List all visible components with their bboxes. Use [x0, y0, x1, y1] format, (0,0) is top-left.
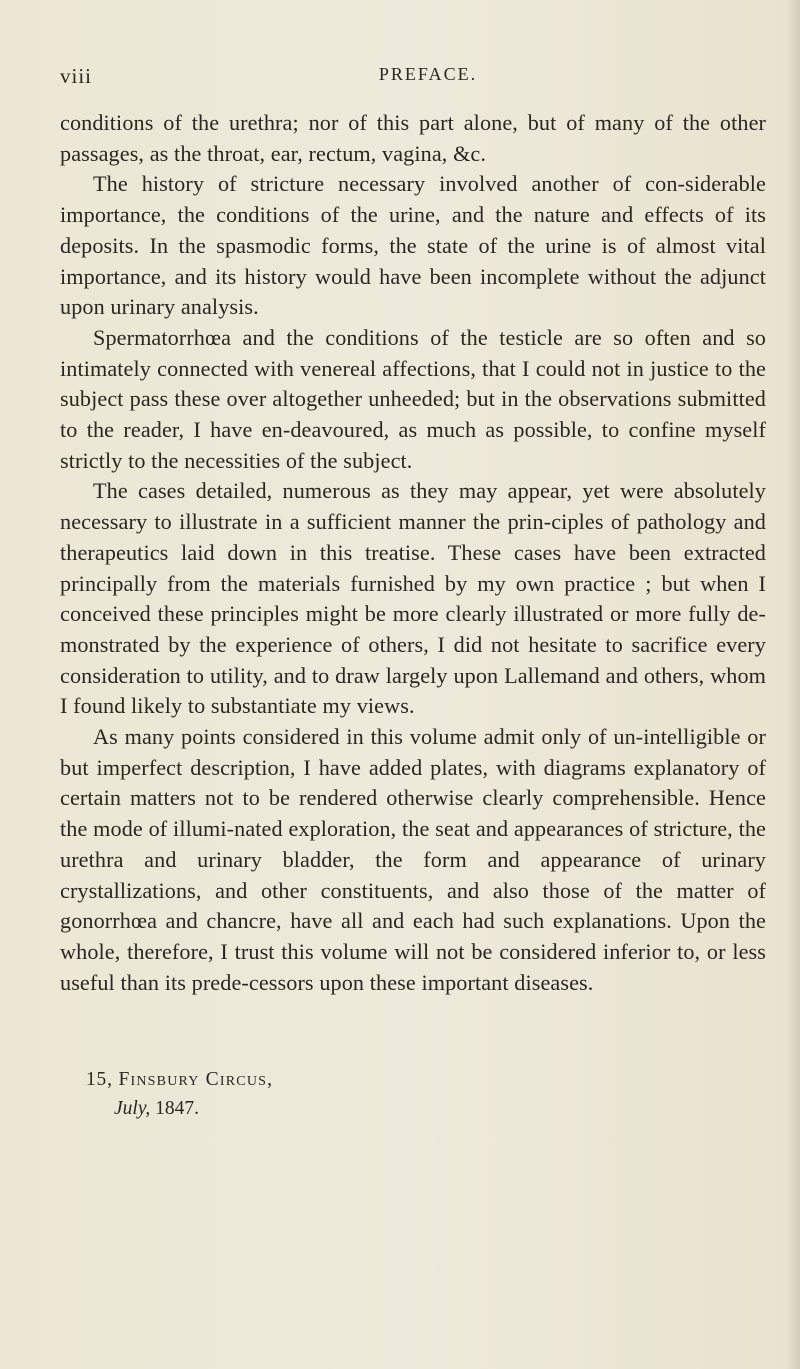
- street-number: 15,: [86, 1069, 113, 1090]
- page-edge-shadow: [786, 0, 800, 1369]
- street-name: Finsbury Circus,: [118, 1069, 274, 1090]
- date-month: July,: [114, 1098, 151, 1119]
- page-number: viii: [60, 64, 93, 88]
- paragraph-2: The history of stricture necessary involved another of con-siderable importance, the conditions of the urine, and the nature and effects of its deposits. In the spasmodic forms, the state of the urine is of almost vital importance, and its history would have been incomplete without the adjunct upon urinary analysis.: [60, 171, 766, 320]
- paragraph-4: The cases detailed, numerous as they may appear, yet were absolutely necessary to illustrate in a sufficient manner the prin-ciples of pathology and therapeutics laid down in this treatise. These cases have been extracted principally from the materials furnished by my own practice ; but when I conceived these principles might be more clearly illustrated or more fully de-monstrated by the experience of others, I did not hesitate to sacrifice every consideration to utility, and to draw largely upon Lallemand and others, whom I found likely to substantiate my views.: [60, 478, 766, 719]
- signature-date: [114, 1096, 199, 1122]
- paragraph-5: As many points considered in this volume admit only of un-intelligible or but imperfect description, I have added plates, with diagrams explanatory of certain matters not to be rendered otherwise clearly comprehensible. Hence the mode of illumi-nated exploration, the seat and appearances of stricture, the urethra and urinary bladder, the form and appearance of urinary crystallizations, and other constituents, and also those of the matter of gonorrhœa and chancre, have all and each had such explanations. Upon the whole, therefore, I trust this volume will not be considered inferior to, or less useful than its prede-cessors upon these important diseases.: [60, 724, 766, 995]
- paragraph-3: Spermatorrhœa and the conditions of the testicle are so often and so intimately connected with venereal affections, that I could not in justice to the subject pass these over altogether unheeded; but in the observations submitted to the reader, I have en-deavoured, as much as possible, to confine myself strictly to the necessities of the subject.: [60, 324, 766, 473]
- running-title: PREFACE.: [378, 64, 478, 84]
- paragraph-1: conditions of the urethra; nor of this part alone, but of many of the other passages, as the throat, ear, rectum, vagina, &c.: [60, 110, 766, 166]
- running-head: [60, 64, 760, 94]
- preface-body: [60, 108, 766, 998]
- date-year: 1847.: [155, 1098, 200, 1119]
- signature-address: [86, 1067, 273, 1093]
